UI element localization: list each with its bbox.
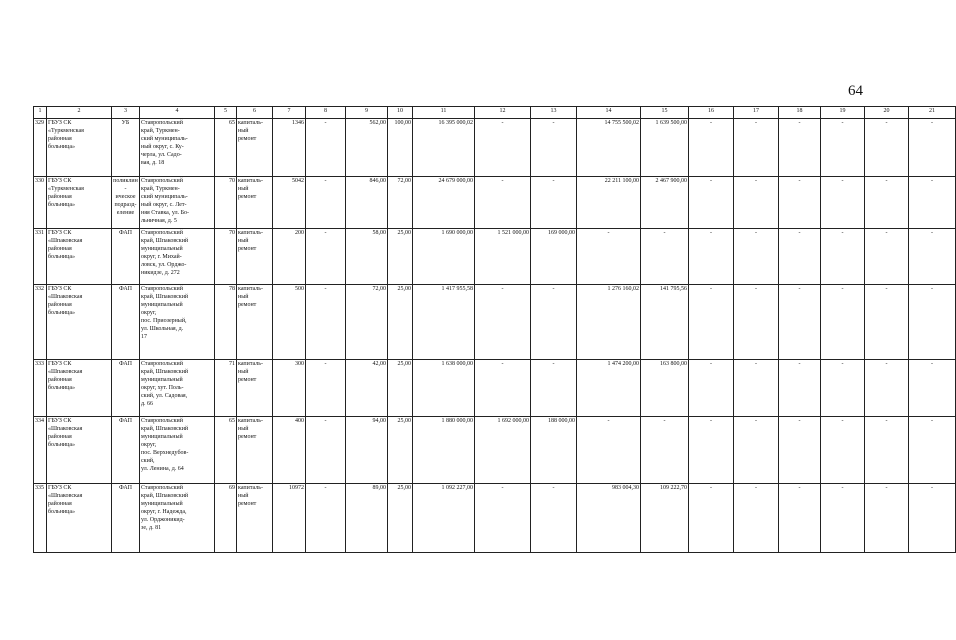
table-cell: - — [779, 119, 821, 177]
table-cell: 1346 — [273, 119, 306, 177]
table-cell: - — [306, 484, 346, 553]
row-number: 332 — [34, 285, 47, 360]
table-cell: - — [865, 360, 909, 417]
table-cell: - — [475, 119, 531, 177]
table-cell: - — [577, 229, 641, 285]
table-cell: - — [689, 484, 734, 553]
table-cell: 69 — [215, 484, 237, 553]
table-cell: 72,00 — [346, 285, 388, 360]
row-number: 334 — [34, 417, 47, 484]
table-cell: - — [689, 177, 734, 229]
capital-repair-table — [33, 106, 956, 553]
table-cell: - — [475, 285, 531, 360]
table-cell: - — [689, 229, 734, 285]
table-cell: - — [865, 484, 909, 553]
column-header: 19 — [821, 107, 865, 119]
column-header: 14 — [577, 107, 641, 119]
work-type-cell: капиталь- ный ремонт — [237, 229, 273, 285]
column-header: 13 — [531, 107, 577, 119]
table-cell: - — [909, 119, 956, 177]
table-row — [34, 360, 956, 417]
table-cell: 400 — [273, 417, 306, 484]
table-cell: - — [531, 285, 577, 360]
table-cell: 562,00 — [346, 119, 388, 177]
table-cell: 58,00 — [346, 229, 388, 285]
column-header: 1 — [34, 107, 47, 119]
table-cell: - — [909, 360, 956, 417]
table-cell: - — [734, 484, 779, 553]
institution-cell: ГБУЗ СК «Шпаковская районная больница» — [47, 229, 112, 285]
facility-type-cell: ФАП — [112, 285, 140, 360]
column-header: 3 — [112, 107, 140, 119]
address-cell: Ставропольский край, Шпаковский муниципальный округ, пос. Верхнедубов- ский, ул. Ленина, д. 64 — [140, 417, 215, 484]
table-cell: - — [689, 360, 734, 417]
table-cell: - — [865, 177, 909, 229]
table-cell: 200 — [273, 229, 306, 285]
table-cell: 10972 — [273, 484, 306, 553]
table-cell: - — [689, 417, 734, 484]
table-cell: 65 — [215, 417, 237, 484]
row-number: 333 — [34, 360, 47, 417]
table-cell: - — [821, 417, 865, 484]
table-cell: 24 679 000,00 — [413, 177, 475, 229]
column-header: 4 — [140, 107, 215, 119]
table-cell: - — [909, 484, 956, 553]
table-cell: - — [734, 229, 779, 285]
table-row — [34, 484, 956, 553]
table-cell: - — [779, 285, 821, 360]
table-cell: 500 — [273, 285, 306, 360]
table-cell: 1 638 000,00 — [413, 360, 475, 417]
table-row — [34, 417, 956, 484]
table-cell: 65 — [215, 119, 237, 177]
table-cell: 1 692 000,00 — [475, 417, 531, 484]
row-number: 329 — [34, 119, 47, 177]
table-cell: - — [475, 484, 531, 553]
table-cell: 141 795,56 — [641, 285, 689, 360]
table-cell: 169 000,00 — [531, 229, 577, 285]
table-cell: 71 — [215, 360, 237, 417]
table-cell: - — [306, 229, 346, 285]
table-cell: - — [531, 484, 577, 553]
table-row — [34, 229, 956, 285]
institution-cell: ГБУЗ СК «Шпаковская районная больница» — [47, 484, 112, 553]
institution-cell: ГБУЗ СК «Шпаковская районная больница» — [47, 417, 112, 484]
work-type-cell: капиталь- ный ремонт — [237, 484, 273, 553]
table-cell: - — [909, 177, 956, 229]
column-header: 9 — [346, 107, 388, 119]
table-cell: 1 521 000,00 — [475, 229, 531, 285]
column-header: 12 — [475, 107, 531, 119]
table-cell: - — [821, 119, 865, 177]
table-cell: 72,00 — [388, 177, 413, 229]
table-cell: - — [779, 484, 821, 553]
table-cell: 983 004,30 — [577, 484, 641, 553]
table-cell: - — [641, 229, 689, 285]
work-type-cell: капиталь- ный ремонт — [237, 285, 273, 360]
table-cell: 300 — [273, 360, 306, 417]
table-cell: 1 276 160,02 — [577, 285, 641, 360]
column-header: 5 — [215, 107, 237, 119]
table-cell: - — [689, 285, 734, 360]
work-type-cell: капиталь- ный ремонт — [237, 360, 273, 417]
table-cell: - — [734, 177, 779, 229]
table-cell: 70 — [215, 177, 237, 229]
table-cell: - — [865, 229, 909, 285]
table-cell: 846,00 — [346, 177, 388, 229]
table-cell: - — [689, 119, 734, 177]
column-header: 11 — [413, 107, 475, 119]
table-cell: - — [909, 417, 956, 484]
table-cell: - — [306, 417, 346, 484]
table-cell: - — [306, 360, 346, 417]
address-cell: Ставропольский край, Шпаковский муниципальный округ, пос. Приозерный, ул. Школьная, д. 17 — [140, 285, 215, 360]
table-cell: - — [734, 119, 779, 177]
table-cell: - — [909, 285, 956, 360]
table-cell: 42,00 — [346, 360, 388, 417]
table-cell: 188 000,00 — [531, 417, 577, 484]
table-cell: - — [306, 119, 346, 177]
table-cell: 14 755 500,02 — [577, 119, 641, 177]
table-cell: - — [475, 177, 531, 229]
table-cell: - — [865, 285, 909, 360]
work-type-cell: капиталь- ный ремонт — [237, 177, 273, 229]
table-cell: - — [734, 417, 779, 484]
column-header: 18 — [779, 107, 821, 119]
table-cell: - — [821, 285, 865, 360]
column-header: 10 — [388, 107, 413, 119]
institution-cell: ГБУЗ СК «Туркменская районная больница» — [47, 119, 112, 177]
table-cell: 25,00 — [388, 417, 413, 484]
column-header: 6 — [237, 107, 273, 119]
address-cell: Ставропольский край, Шпаковский муниципальный округ, г. Михай- ловск, ул. Орджо- никидзе, д. 272 — [140, 229, 215, 285]
address-cell: Ставропольский край, Туркмен- ский муниципаль- ный округ, с. Лет- няя Ставка, ул. Бо- льничная, д. 5 — [140, 177, 215, 229]
column-header: 16 — [689, 107, 734, 119]
row-number: 330 — [34, 177, 47, 229]
table-cell: - — [779, 229, 821, 285]
table-cell: 100,00 — [388, 119, 413, 177]
table-cell: 70 — [215, 229, 237, 285]
work-type-cell: капиталь- ный ремонт — [237, 417, 273, 484]
table-cell: - — [306, 285, 346, 360]
table-cell: 1 880 000,00 — [413, 417, 475, 484]
table-cell: 89,00 — [346, 484, 388, 553]
table-cell: - — [865, 417, 909, 484]
column-header: 8 — [306, 107, 346, 119]
facility-type-cell: ФАП — [112, 417, 140, 484]
page-number: 64 — [848, 83, 863, 99]
institution-cell: ГБУЗ СК «Шпаковская районная больница» — [47, 360, 112, 417]
institution-cell: ГБУЗ СК «Туркменская районная больница» — [47, 177, 112, 229]
table-cell: 163 800,00 — [641, 360, 689, 417]
column-header: 2 — [47, 107, 112, 119]
table-row — [34, 285, 956, 360]
table-cell: - — [821, 177, 865, 229]
address-cell: Ставропольский край, Шпаковский муниципальный округ, г. Надежда, ул. Орджоникид- зе, д. 81 — [140, 484, 215, 553]
table-cell: 1 639 500,00 — [641, 119, 689, 177]
table-cell: 25,00 — [388, 229, 413, 285]
row-number: 331 — [34, 229, 47, 285]
table-cell: - — [306, 177, 346, 229]
institution-cell: ГБУЗ СК «Шпаковская районная больница» — [47, 285, 112, 360]
table-cell: 1 092 227,00 — [413, 484, 475, 553]
table-cell: - — [577, 417, 641, 484]
table-cell: - — [779, 360, 821, 417]
table-cell: 25,00 — [388, 484, 413, 553]
table-cell: 25,00 — [388, 285, 413, 360]
table-cell: - — [475, 360, 531, 417]
work-type-cell: капиталь- ный ремонт — [237, 119, 273, 177]
facility-type-cell: ФАП — [112, 229, 140, 285]
column-header: 17 — [734, 107, 779, 119]
table-row — [34, 119, 956, 177]
table-cell: - — [531, 360, 577, 417]
facility-type-cell: ФАП — [112, 360, 140, 417]
table-cell: - — [734, 285, 779, 360]
table-cell: - — [779, 177, 821, 229]
address-cell: Ставропольский край, Туркмен- ский муниципаль- ный округ, с. Ку- черла, ул. Садо- вая, д. 18 — [140, 119, 215, 177]
column-header: 20 — [865, 107, 909, 119]
table-cell: 1 690 000,00 — [413, 229, 475, 285]
table-cell: 78 — [215, 285, 237, 360]
table-cell: 22 211 100,00 — [577, 177, 641, 229]
column-header: 21 — [909, 107, 956, 119]
table-cell: - — [531, 119, 577, 177]
table-cell: - — [641, 417, 689, 484]
table-cell: 109 222,70 — [641, 484, 689, 553]
table-cell: - — [821, 484, 865, 553]
table-row — [34, 177, 956, 229]
column-header: 7 — [273, 107, 306, 119]
row-number: 335 — [34, 484, 47, 553]
facility-type-cell: поликлин- ическое подразд- еление — [112, 177, 140, 229]
table-cell: 5042 — [273, 177, 306, 229]
facility-type-cell: УБ — [112, 119, 140, 177]
table-cell: 2 467 900,00 — [641, 177, 689, 229]
table-cell: - — [821, 360, 865, 417]
table-cell: 94,00 — [346, 417, 388, 484]
column-header: 15 — [641, 107, 689, 119]
table-cell: - — [779, 417, 821, 484]
facility-type-cell: ФАП — [112, 484, 140, 553]
table-cell: - — [821, 229, 865, 285]
header-row — [34, 107, 956, 119]
table-cell: - — [531, 177, 577, 229]
table-cell: - — [734, 360, 779, 417]
table-cell: 1 474 200,00 — [577, 360, 641, 417]
table-cell: 16 395 000,02 — [413, 119, 475, 177]
table-cell: 1 417 955,58 — [413, 285, 475, 360]
table-cell: - — [909, 229, 956, 285]
address-cell: Ставропольский край, Шпаковский муниципальный округ, хут. Поль- ский, ул. Садовая, д. 66 — [140, 360, 215, 417]
table-cell: 25,00 — [388, 360, 413, 417]
table-cell: - — [865, 119, 909, 177]
